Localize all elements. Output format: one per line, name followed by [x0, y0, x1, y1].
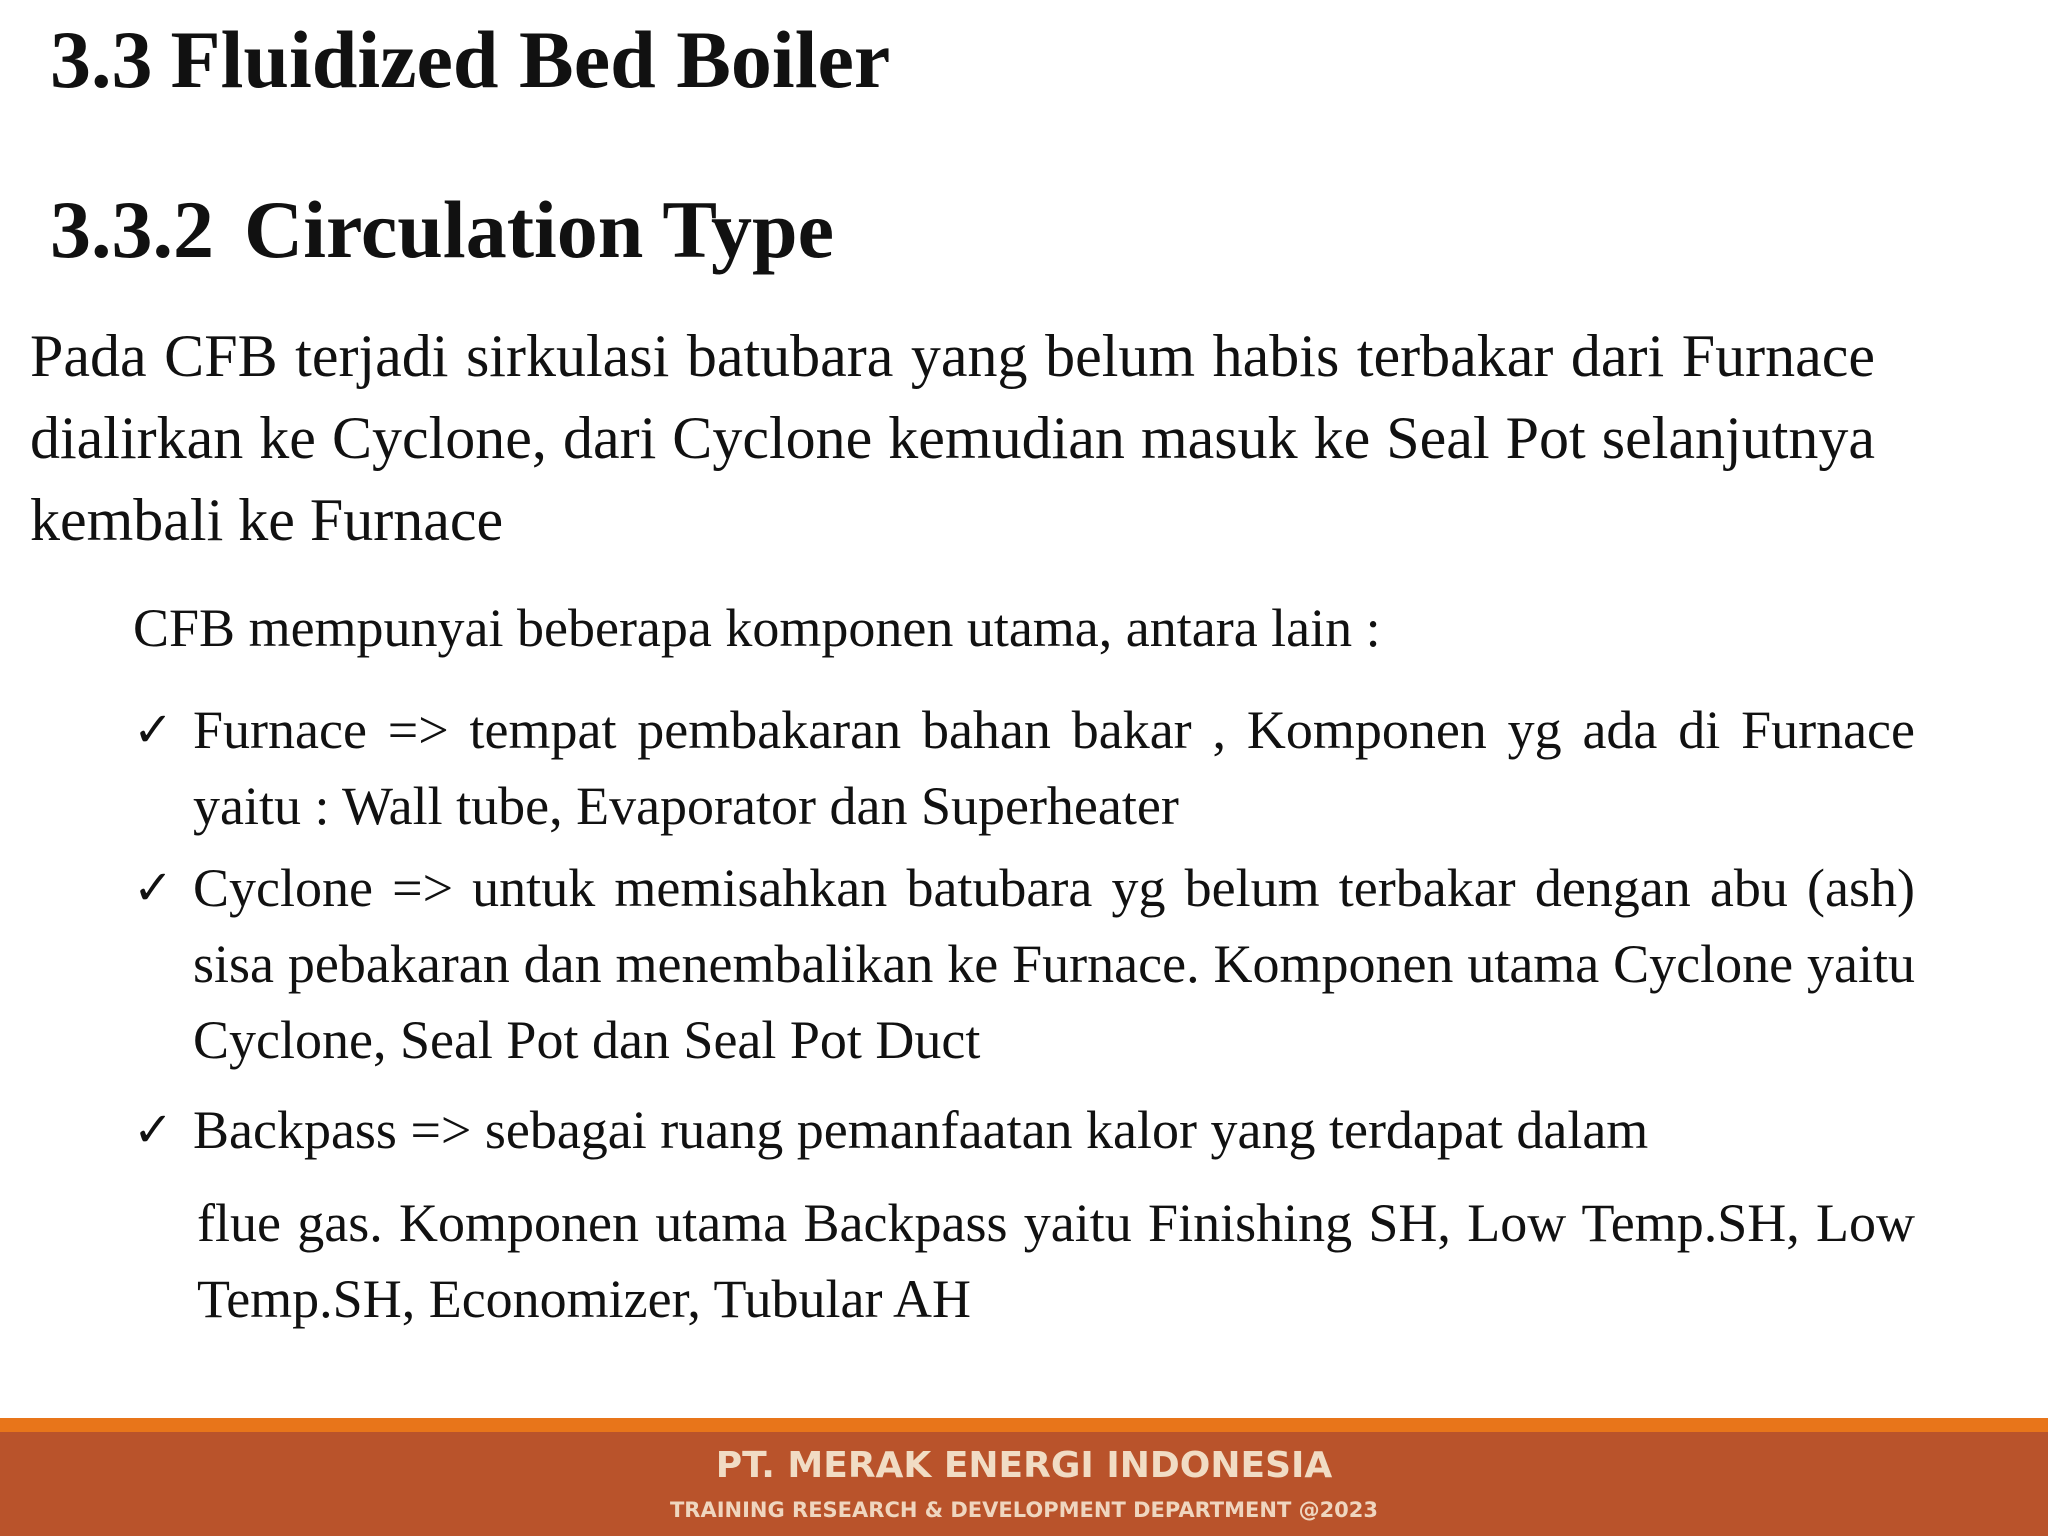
subsection-number: 3.3.2	[50, 184, 214, 275]
section-number: 3.3	[50, 14, 153, 105]
section-title-text: Fluidized Bed Boiler	[170, 14, 891, 105]
footer-department: TRAINING RESEARCH & DEVELOPMENT DEPARTMENT @2023	[669, 1498, 1379, 1522]
backpass-continuation: flue gas. Komponen utama Backpass yaitu Finishing SH, Low Temp.SH, Low Temp.SH, Economizer, Tubular AH	[197, 1193, 1915, 1329]
component-text-cyclone: Cyclone => untuk memisahkan batubara yg belum terbakar dengan abu (ash) sisa pebakaran dan menembalikan ke Furnace. Komponen utama Cyclone yaitu Cyclone, Seal Pot dan Seal Pot Duct	[193, 858, 1915, 1070]
component-item-backpass	[133, 1092, 1915, 1168]
checkmark-icon: ✓	[133, 860, 174, 916]
intro-paragraph: Pada CFB terjadi sirkulasi batubara yang belum habis terbakar dari Furnace dialirkan ke Cyclone, dari Cyclone kemudian masuk ke Seal Pot selanjutnya kembali ke Furnace	[30, 323, 1875, 553]
checkmark-icon: ✓	[133, 1102, 174, 1158]
component-item-furnace	[133, 692, 1915, 844]
component-item-cyclone	[133, 850, 1915, 1078]
checkmark-icon: ✓	[133, 702, 174, 758]
footer-band	[0, 1432, 2048, 1536]
component-text-backpass: Backpass => sebagai ruang pemanfaatan kalor yang terdapat dalam	[193, 1100, 1649, 1160]
footer-company: PT. MERAK ENERGI INDONESIA	[715, 1445, 1333, 1486]
component-text-furnace: Furnace => tempat pembakaran bahan bakar , Komponen yg ada di Furnace yaitu : Wall tube, Evaporator dan Superheater	[193, 700, 1915, 836]
subsection-title	[50, 180, 834, 280]
components-lead: CFB mempunyai beberapa komponen utama, antara lain :	[133, 598, 1381, 658]
footer-accent-line	[0, 1418, 2048, 1432]
section-title	[50, 10, 890, 110]
subsection-title-text: Circulation Type	[244, 184, 835, 275]
